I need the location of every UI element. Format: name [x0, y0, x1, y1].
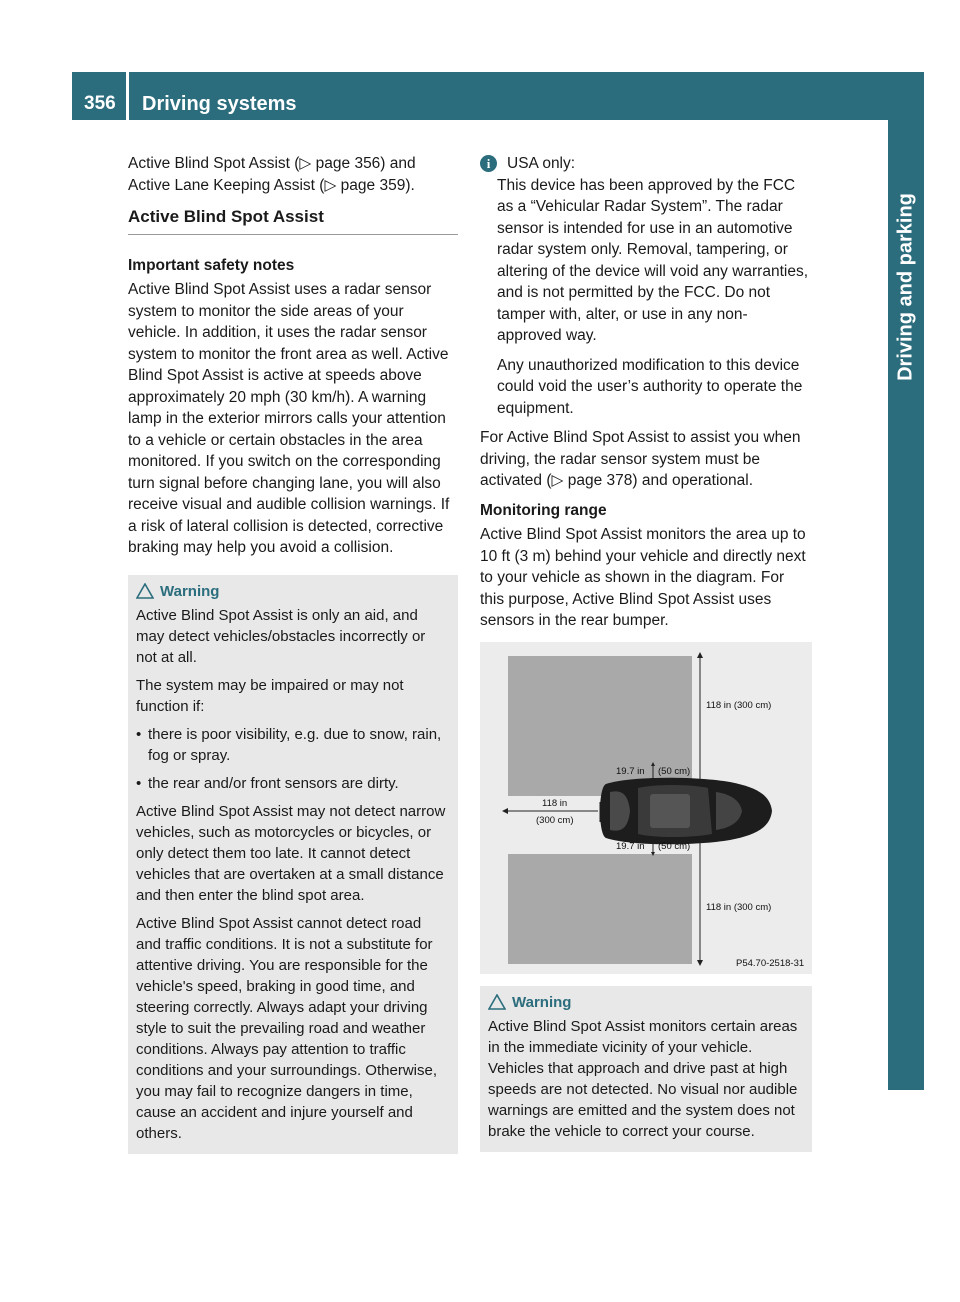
- activation-text: For Active Blind Spot Assist to assist you when driving, the radar sensor system must be activated (▷ page 378) and operational.: [480, 429, 801, 489]
- info-text-2: Any unauthorized modification to this device could void the user’s authority to operate the equipment.: [497, 356, 803, 417]
- intro-text: Active Blind Spot Assist (▷ page 356) and Active Lane Keeping Assist (▷ page 359).: [128, 155, 416, 194]
- list-item: [136, 773, 450, 794]
- bottom-monitoring-zone: [508, 854, 692, 964]
- warning-header: [136, 581, 450, 602]
- range-text: Active Blind Spot Assist monitors the area up to 10 ft (3 m) behind your vehicle and directly next to your vehicle as shown in the diagram. For this purpose, Active Blind Spot Assist uses sensors in the rear bumper.: [480, 526, 806, 629]
- side-tab: [888, 72, 924, 1090]
- diagram-graphic: [480, 642, 812, 974]
- chapter-title: Driving systems: [142, 93, 297, 115]
- list-item-text: there is poor visibility, e.g. due to snow, rain, fog or spray.: [148, 725, 442, 764]
- warning-box: [480, 986, 812, 1152]
- warning-triangle-icon: [136, 583, 154, 599]
- car-icon: [600, 777, 772, 844]
- bullet-icon: •: [136, 725, 142, 743]
- body-text: Active Blind Spot Assist uses a radar sensor system to monitor the side areas of your vehicle. In addition, it uses the radar sensor system to monitor the front area as well. Active Blind Spot Assist is active at speeds above approximately 20 mph (30 km/h). A warning lamp in the exterior mirrors calls your attention to a vehicle or certain obstacles in the area monitored. If you switch on the corresponding turn signal before changing lane, you will also receive visual and audible collision warnings. If a risk of lateral collision is detected, corrective braking may help you avoid a collision.: [128, 281, 450, 556]
- list-item: [136, 724, 450, 766]
- figure-code: P54.70-2518-31: [736, 957, 805, 969]
- warning-box: [128, 575, 458, 1154]
- warning-text-3: Active Blind Spot Assist may not detect narrow vehicles, such as motorcycles or bicycles, or only detect them too late. It cannot detect vehicles that are overtaken at a small distance and then enter the blind spot area.: [136, 802, 446, 904]
- warning-text-1: Active Blind Spot Assist is only an aid, and may detect vehicles/obstacles incorrectly or not at all.: [136, 606, 426, 666]
- page-header: [72, 72, 888, 120]
- gap-top-label-b: (50 cm): [658, 765, 691, 777]
- bullet-icon: •: [136, 774, 142, 792]
- warning-triangle-icon: [488, 994, 506, 1010]
- section-title: Active Blind Spot Assist: [128, 206, 458, 235]
- subsection-title: Important safety notes: [128, 256, 295, 274]
- rear-range-label-a: 118 in: [542, 797, 568, 809]
- gap-top-label-a: 19.7 in: [616, 765, 645, 777]
- info-title: USA only:: [507, 155, 576, 172]
- left-column: [128, 153, 458, 1154]
- page-number: 356: [84, 93, 116, 114]
- warning-title: Warning: [512, 993, 572, 1011]
- info-text-1: This device has been approved by the FCC as a “Vehicular Radar System”. The radar sensor is intended for use in an automotive radar system only. Removal, tampering, or altering of the device will void any warranties, and is not permitted by the FCC. Do not tamper with, alter, or use in any non-approved way.: [497, 176, 809, 344]
- right-column: [480, 153, 812, 1152]
- warning-header: [488, 992, 804, 1013]
- gap-bottom-label-b: (50 cm): [658, 840, 691, 852]
- warning-text-2: The system may be impaired or may not function if:: [136, 676, 404, 715]
- side-tab-label: Driving and parking: [894, 193, 917, 381]
- info-icon: i: [480, 155, 497, 172]
- top-zone-label: 118 in (300 cm): [706, 699, 772, 711]
- range-title: Monitoring range: [480, 501, 607, 519]
- monitoring-range-diagram: [480, 642, 812, 974]
- header-divider: [126, 72, 129, 120]
- info-header: [480, 153, 812, 175]
- bottom-zone-label: 118 in (300 cm): [706, 901, 772, 913]
- rear-range-label-b: (300 cm): [536, 814, 574, 826]
- gap-bottom-label-a: 19.7 in: [616, 840, 645, 852]
- warning-text-4: Active Blind Spot Assist cannot detect road and traffic conditions. It is not a substitute for attentive driving. You are responsible for the vehicle's speed, braking in good time, and steering correctly. Always adapt your driving style to suit the prevailing road and weather conditions. Always pay attention to traffic conditions and your surroundings. Otherwise, you may fail to recognize dangers in time, cause an accident and injure yourself and others.: [136, 914, 437, 1142]
- warning-title: Warning: [160, 582, 220, 600]
- warning-text: Active Blind Spot Assist monitors certain areas in the immediate vicinity of your vehicle. Vehicles that approach and drive past at high speeds are not detected. No visual nor audible warnings are emitted and the system does not brake the vehicle to correct your course.: [488, 1017, 798, 1140]
- list-item-text: the rear and/or front sensors are dirty.: [148, 774, 399, 792]
